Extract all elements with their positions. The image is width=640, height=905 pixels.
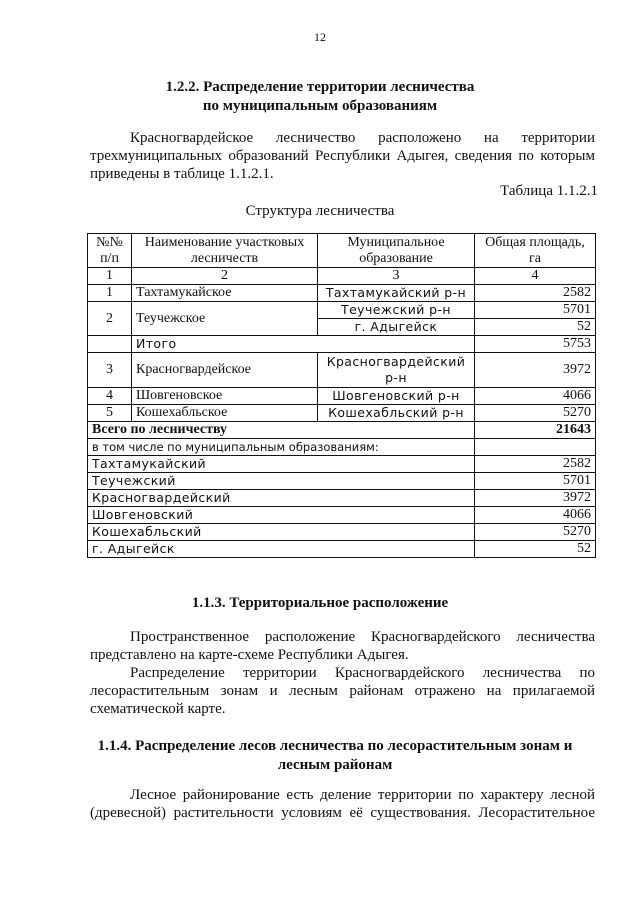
row-num: 1 xyxy=(88,285,132,302)
table-breakdown-header xyxy=(88,439,596,456)
col-number: 4 xyxy=(475,268,596,285)
table-row xyxy=(88,302,596,319)
table-row xyxy=(88,285,596,302)
total-label: Всего по лесничеству xyxy=(88,422,475,439)
breakdown-row xyxy=(88,524,596,541)
section-title-line: 1.1.4. Распределение лесов лесничества по лесорастительным зонам и xyxy=(97,738,573,754)
paragraph-line: Красногвардейское лесничество расположено на территории xyxy=(130,130,595,146)
breakdown-area: 2582 xyxy=(475,456,596,473)
header-municipality: Муниципальное образование xyxy=(318,234,475,268)
forest-structure-table xyxy=(87,233,596,558)
breakdown-row xyxy=(88,541,596,558)
breakdown-row xyxy=(88,507,596,524)
header-area: Общая площадь, га xyxy=(475,234,596,268)
paragraph-line: представлено на карте-схеме Республики Адыгея. xyxy=(90,647,409,663)
table-title: Структура лесничества xyxy=(245,203,395,219)
breakdown-name: Кошехабльский xyxy=(88,524,475,541)
breakdown-area: 5270 xyxy=(475,524,596,541)
row-num: 2 xyxy=(88,302,132,336)
breakdown-row xyxy=(88,490,596,507)
breakdown-name: г. Адыгейск xyxy=(88,541,475,558)
breakdown-row xyxy=(88,473,596,490)
table-row-subtotal xyxy=(88,336,596,353)
paragraph-line: лесорастительным зонам и лесным районам отражено на прилагаемой xyxy=(90,683,595,699)
row-municipality: Теучежский р-н xyxy=(318,302,475,319)
section-title-1-2-2 xyxy=(60,78,580,116)
breakdown-row xyxy=(88,456,596,473)
table-row xyxy=(88,405,596,422)
table-row xyxy=(88,353,596,388)
row-municipality: Тахтамукайский р-н xyxy=(318,285,475,302)
col-number: 3 xyxy=(318,268,475,285)
breakdown-area: 3972 xyxy=(475,490,596,507)
paragraph-line: схематической карте. xyxy=(90,701,226,717)
row-area: 52 xyxy=(475,319,596,336)
row-name: Тахтамукайское xyxy=(132,285,318,302)
table-total-row xyxy=(88,422,596,439)
row-area: 5701 xyxy=(475,302,596,319)
row-area: 3972 xyxy=(475,353,596,388)
paragraph-line: Распределение территории Красногвардейского лесничества по xyxy=(130,665,595,681)
row-name: Шовгеновское xyxy=(132,388,318,405)
page-number: 12 xyxy=(314,30,326,44)
row-num: 3 xyxy=(88,353,132,388)
section-title-line: по муниципальным образованиям xyxy=(202,98,438,114)
table-colnum-row xyxy=(88,268,596,285)
table-row xyxy=(88,388,596,405)
breakdown-label: в том числе по муниципальным образованиям: xyxy=(88,439,475,456)
row-name: Теучежское xyxy=(132,302,318,336)
table-label: Таблица 1.1.2.1 xyxy=(500,183,598,199)
row-municipality: Шовгеновский р-н xyxy=(318,388,475,405)
table-header-row xyxy=(88,234,596,268)
col-number: 2 xyxy=(132,268,318,285)
paragraph-1-2-2 xyxy=(90,129,595,183)
row-municipality: Кошехабльский р-н xyxy=(318,405,475,422)
breakdown-area: 5701 xyxy=(475,473,596,490)
row-area: 2582 xyxy=(475,285,596,302)
section-title-line: лесным районам xyxy=(277,757,393,773)
paragraph-line: Лесное районирование есть деление территории по характеру лесной xyxy=(130,787,595,803)
header-num: №№ п/п xyxy=(88,234,132,268)
section-title-1-1-3: 1.1.3. Территориальное расположение xyxy=(191,595,449,611)
row-name: Кошехабльское xyxy=(132,405,318,422)
paragraph-1-1-3-b xyxy=(90,664,595,718)
header-name: Наименование участковых лесничеств xyxy=(132,234,318,268)
total-value: 21643 xyxy=(475,422,596,439)
breakdown-name: Шовгеновский xyxy=(88,507,475,524)
row-area: 5270 xyxy=(475,405,596,422)
section-title-line: 1.2.2. Распределение территории лесничества xyxy=(165,79,475,95)
row-num: 4 xyxy=(88,388,132,405)
breakdown-name: Тахтамукайский xyxy=(88,456,475,473)
col-number: 1 xyxy=(88,268,132,285)
paragraph-line: (древесной) растительности условиям её существования. Лесорастительное xyxy=(90,805,595,821)
row-area: 4066 xyxy=(475,388,596,405)
breakdown-area: 4066 xyxy=(475,507,596,524)
row-municipality: Красногвардейский р-н xyxy=(318,353,475,388)
section-title-1-1-4 xyxy=(70,737,600,775)
paragraph-line: трехмуниципальных образований Республики Адыгея, сведения по которым xyxy=(90,148,595,164)
breakdown-name: Красногвардейский xyxy=(88,490,475,507)
breakdown-area: 52 xyxy=(475,541,596,558)
row-name: Итого xyxy=(132,336,475,353)
paragraph-line: Пространственное расположение Красногвардейского лесничества xyxy=(130,629,595,645)
paragraph-line: приведены в таблице 1.1.2.1. xyxy=(90,166,274,182)
row-municipality: г. Адыгейск xyxy=(318,319,475,336)
row-num: 5 xyxy=(88,405,132,422)
breakdown-name: Теучежский xyxy=(88,473,475,490)
paragraph-1-1-3-a xyxy=(90,628,595,664)
row-name: Красногвардейское xyxy=(132,353,318,388)
paragraph-1-1-4 xyxy=(90,786,595,822)
row-area: 5753 xyxy=(475,336,596,353)
